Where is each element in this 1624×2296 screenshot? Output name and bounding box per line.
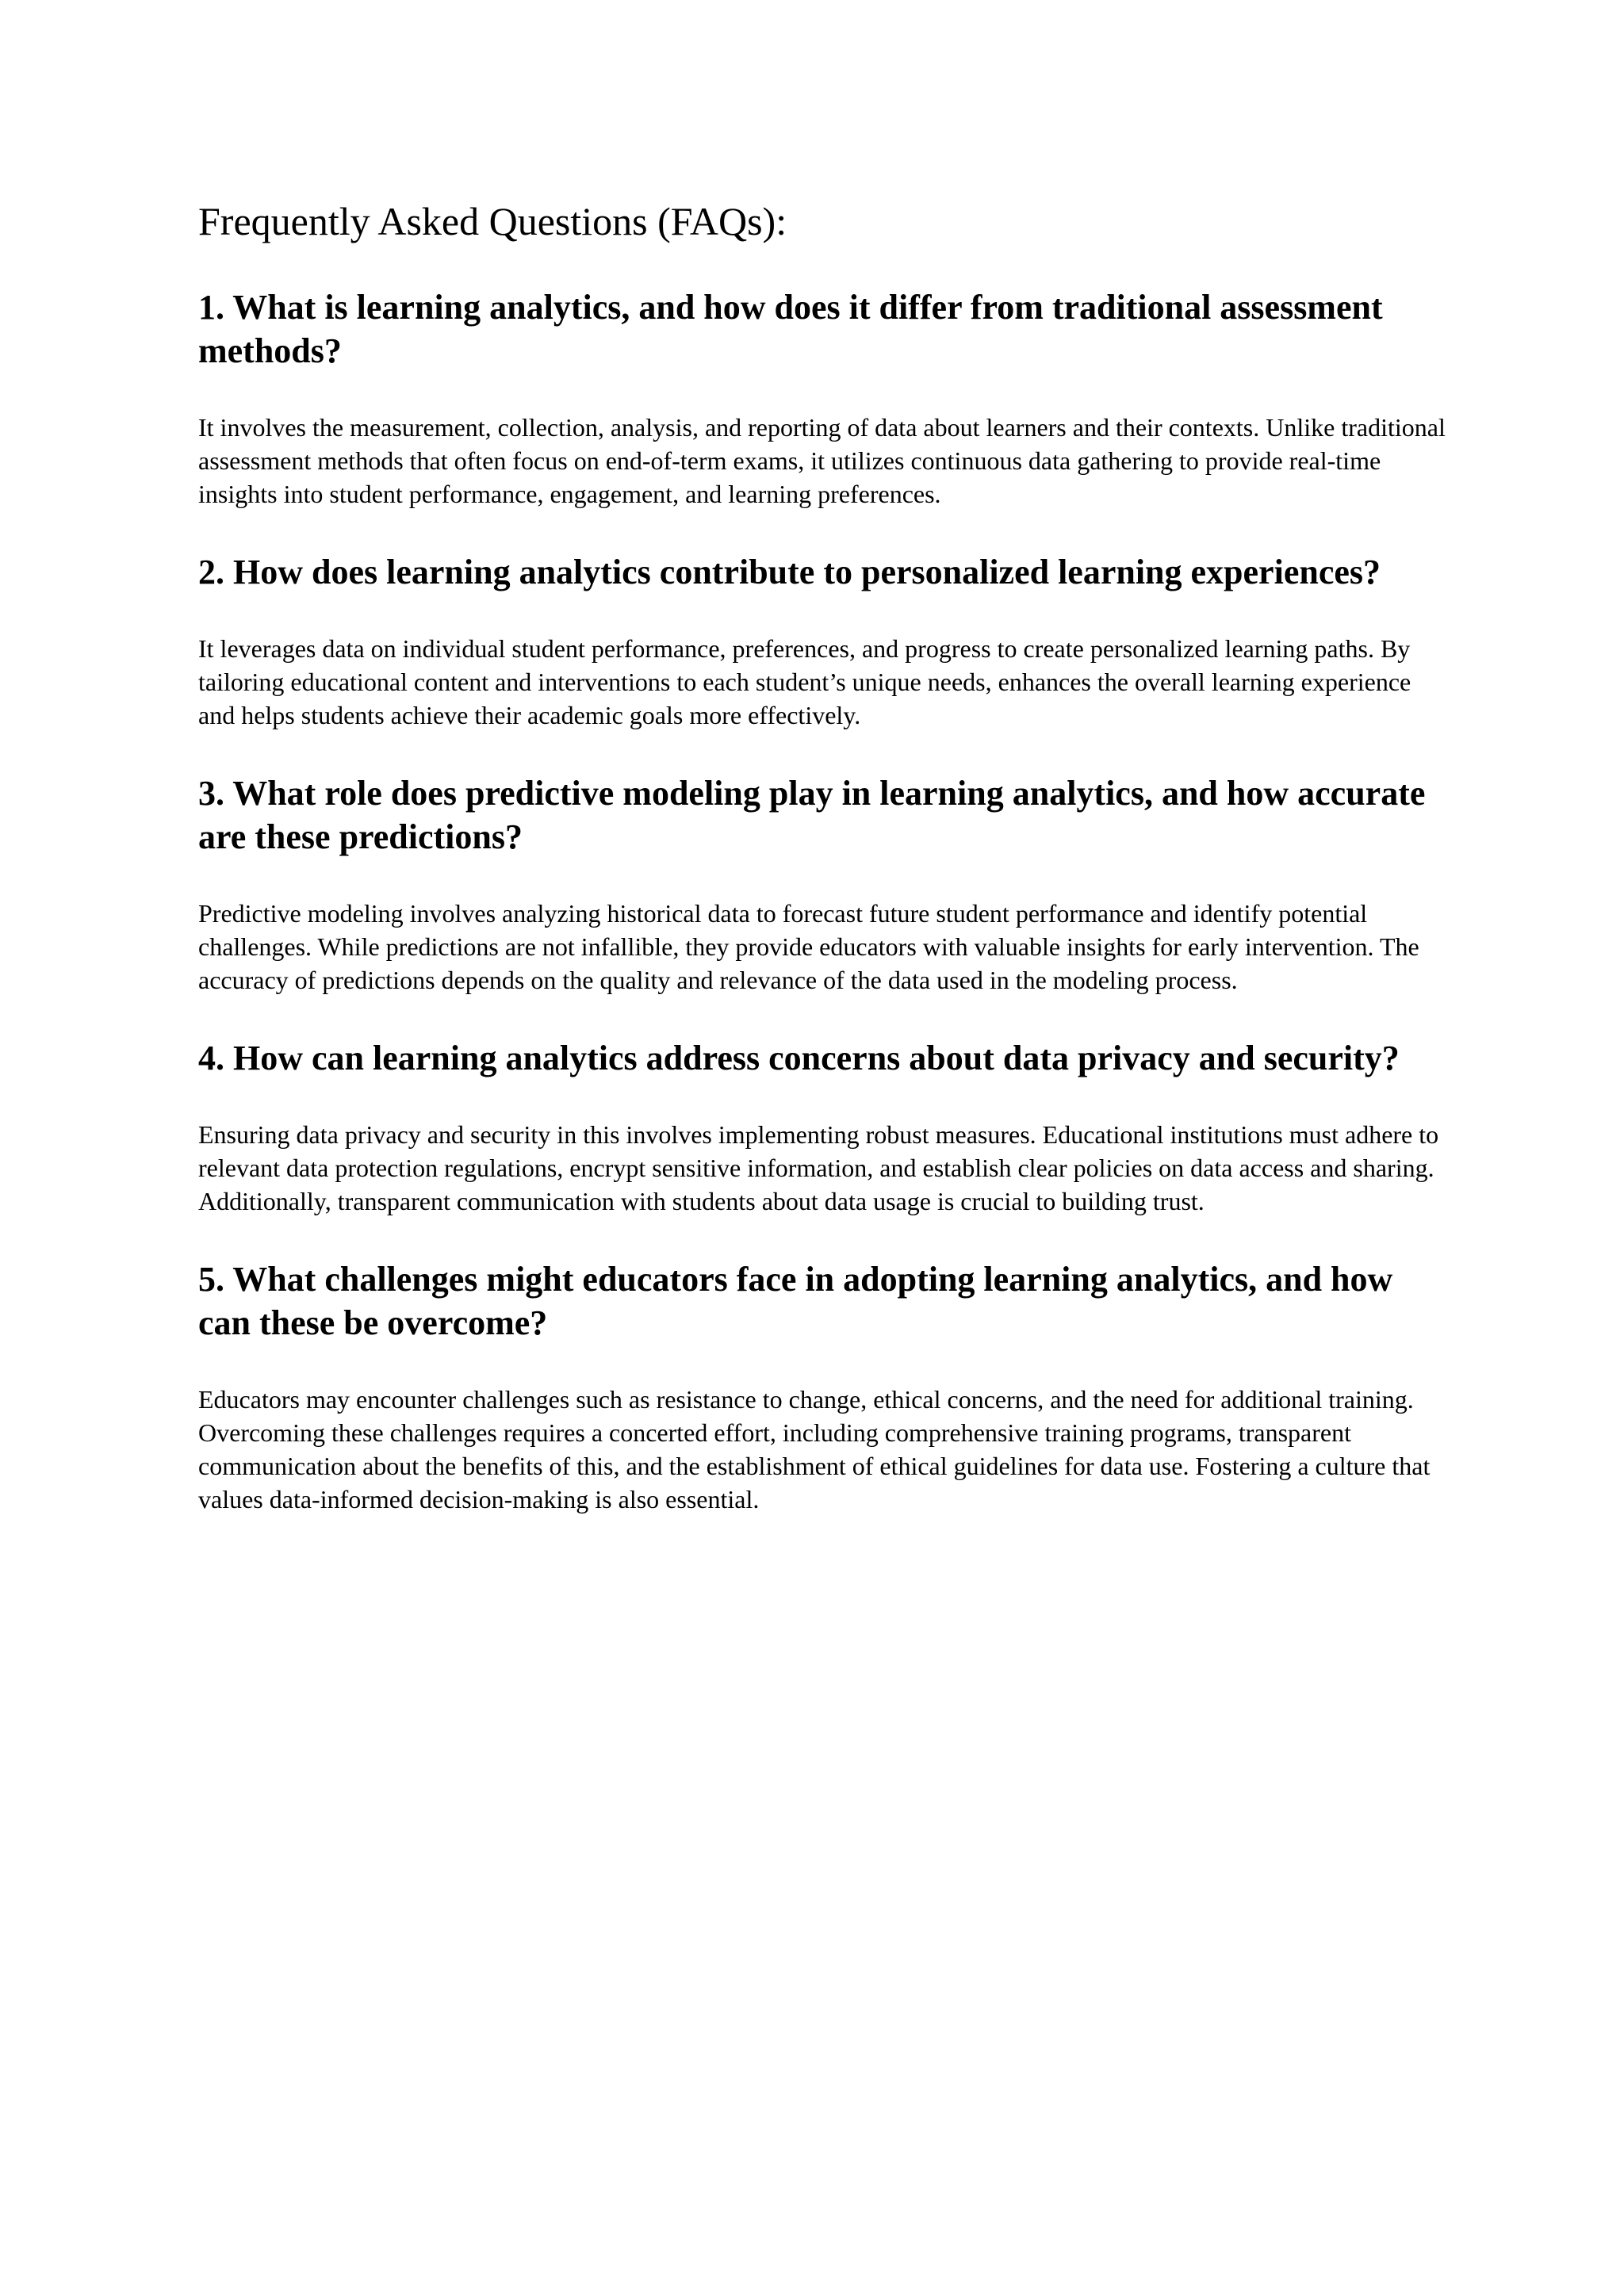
document-page bbox=[198, 197, 1451, 1516]
faq-item-1 bbox=[198, 285, 1451, 511]
faq-item-2 bbox=[198, 550, 1451, 732]
faq-answer: It leverages data on individual student performance, preferences, and progress to create personalized learning paths. By tailoring educational content and interventions to each student’s unique needs, enhances the overall learning experience and helps students achieve their academic goals more effectively. bbox=[198, 634, 1411, 729]
faq-question: 4. How can learning analytics address concerns about data privacy and security? bbox=[198, 1039, 1400, 1077]
faq-item-4 bbox=[198, 1036, 1451, 1218]
faq-question: 2. How does learning analytics contribute to personalized learning experiences? bbox=[198, 553, 1381, 591]
faq-question: 3. What role does predictive modeling play in learning analytics, and how accurate are these predictions? bbox=[198, 774, 1426, 856]
faq-question: 1. What is learning analytics, and how does it differ from traditional assessment methods? bbox=[198, 288, 1383, 370]
faq-item-5 bbox=[198, 1257, 1451, 1516]
faq-answer: It involves the measurement, collection, analysis, and reporting of data about learners and their contexts. Unlike traditional assessment methods that often focus on end-of-term exams, it utilizes continuous data gathering to provide real-time insights into student performance, engagement, and learning preferences. bbox=[198, 413, 1446, 508]
faq-question: 5. What challenges might educators face in adopting learning analytics, and how can these be overcome? bbox=[198, 1260, 1393, 1342]
faq-item-3 bbox=[198, 771, 1451, 997]
faq-answer: Ensuring data privacy and security in this involves implementing robust measures. Educational institutions must adhere to relevant data protection regulations, encrypt sensitive information, and establish clear policies on data access and sharing. Additionally, transparent communication with students about data usage is crucial to building trust. bbox=[198, 1120, 1439, 1215]
faq-answer: Predictive modeling involves analyzing historical data to forecast future student performance and identify potential challenges. While predictions are not infallible, they provide educators with valuable insights for early intervention. The accuracy of predictions depends on the quality and relevance of the data used in the modeling process. bbox=[198, 899, 1419, 994]
faq-answer: Educators may encounter challenges such as resistance to change, ethical concerns, and the need for additional training. Overcoming these challenges requires a concerted effort, including comprehensive training programs, transparent communication about the benefits of this, and the establishment of ethical guidelines for data use. Fostering a culture that values data-informed decision-making is also essential. bbox=[198, 1385, 1431, 1513]
page-title: Frequently Asked Questions (FAQs): bbox=[198, 199, 787, 243]
